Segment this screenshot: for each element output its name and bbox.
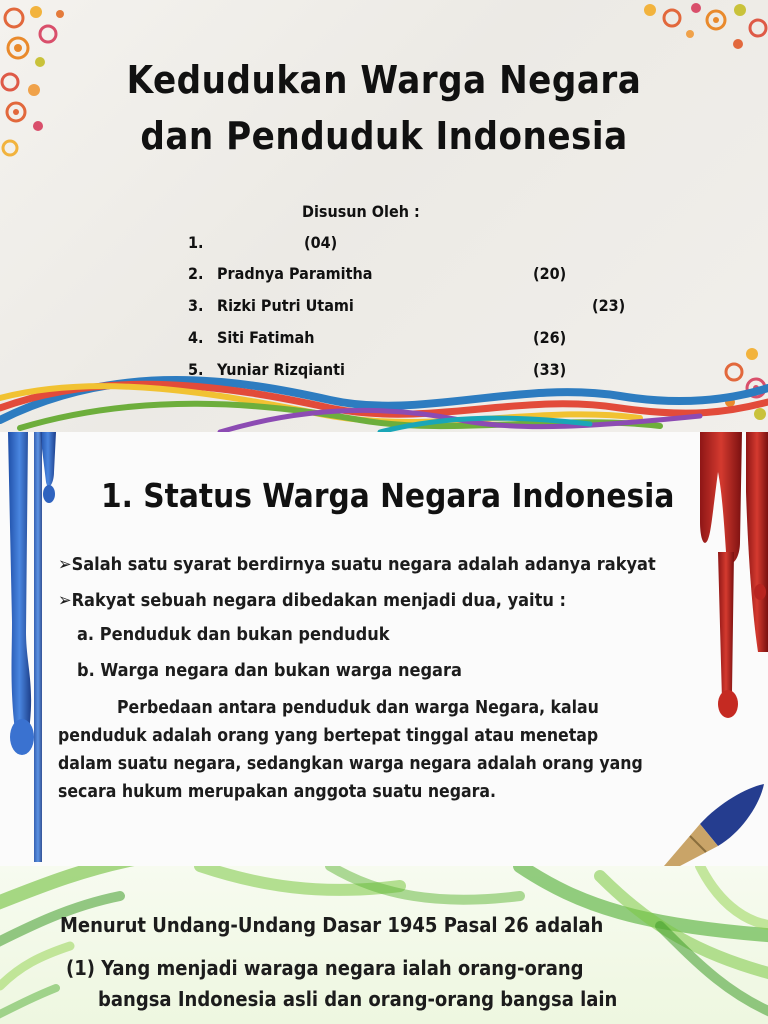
bullet-point: ➢Rakyat sebuah negara dibedakan menjadi dua, yaitu : [58,590,566,611]
slide-title [0,0,768,432]
member-code: (20) [533,264,567,283]
member-number: 3. [188,296,204,315]
title-line-2: dan Penduduk Indonesia [140,114,628,158]
member-number: 4. [188,328,204,347]
bullet-point: ➢Salah satu syarat berdirnya suatu negara adalah adanya rakyat [58,554,656,575]
member-name: Siti Fatimah [217,328,315,347]
presentation-title [0,52,768,164]
list-item: b. Warga negara dan bukan warga negara [77,660,462,681]
list-item: (1) Yang menjadi waraga negara ialah orang-orang [66,956,584,980]
member-number: 5. [188,360,204,379]
palm-leaf-top [200,866,520,900]
circle-ornament-top-right [644,3,766,49]
slide-status-warga-negara [0,432,768,866]
title-line-1: Kedudukan Warga Negara [126,58,642,102]
red-paint-drip [700,432,768,718]
blue-paint-drip [8,432,56,862]
compiled-by-label: Disusun Oleh : [302,202,420,221]
member-name: Yuniar Rizqianti [217,360,345,379]
text-line: Menurut Undang-Undang Dasar 1945 Pasal 26 adalah [60,913,604,937]
paragraph-line: Perbedaan antara penduduk dan warga Negara, kalau [117,698,599,718]
paintbrush-icon [664,784,764,866]
slide-heading: 1. Status Warga Negara Indonesia [101,476,675,515]
member-name: Rizki Putri Utami [217,296,354,315]
paragraph-line: secara hukum merupakan anggota suatu negara. [58,782,496,802]
member-code: (04) [304,233,338,252]
member-code: (23) [592,296,626,315]
color-swoosh [0,380,768,432]
member-number: 2. [188,264,204,283]
member-number: 1. [188,233,204,252]
slide-uud-1945 [0,866,768,1024]
list-item: a. Penduduk dan bukan penduduk [77,624,390,645]
text-line: bangsa Indonesia asli dan orang-orang bangsa lain [98,987,618,1011]
paragraph-line: dalam suatu negara, sedangkan warga negara adalah orang yang [58,754,643,774]
member-code: (26) [533,328,567,347]
paragraph-line: penduduk adalah orang yang bertepat tinggal atau menetap [58,726,599,746]
member-code: (33) [533,360,567,379]
member-name: Pradnya Paramitha [217,264,373,283]
